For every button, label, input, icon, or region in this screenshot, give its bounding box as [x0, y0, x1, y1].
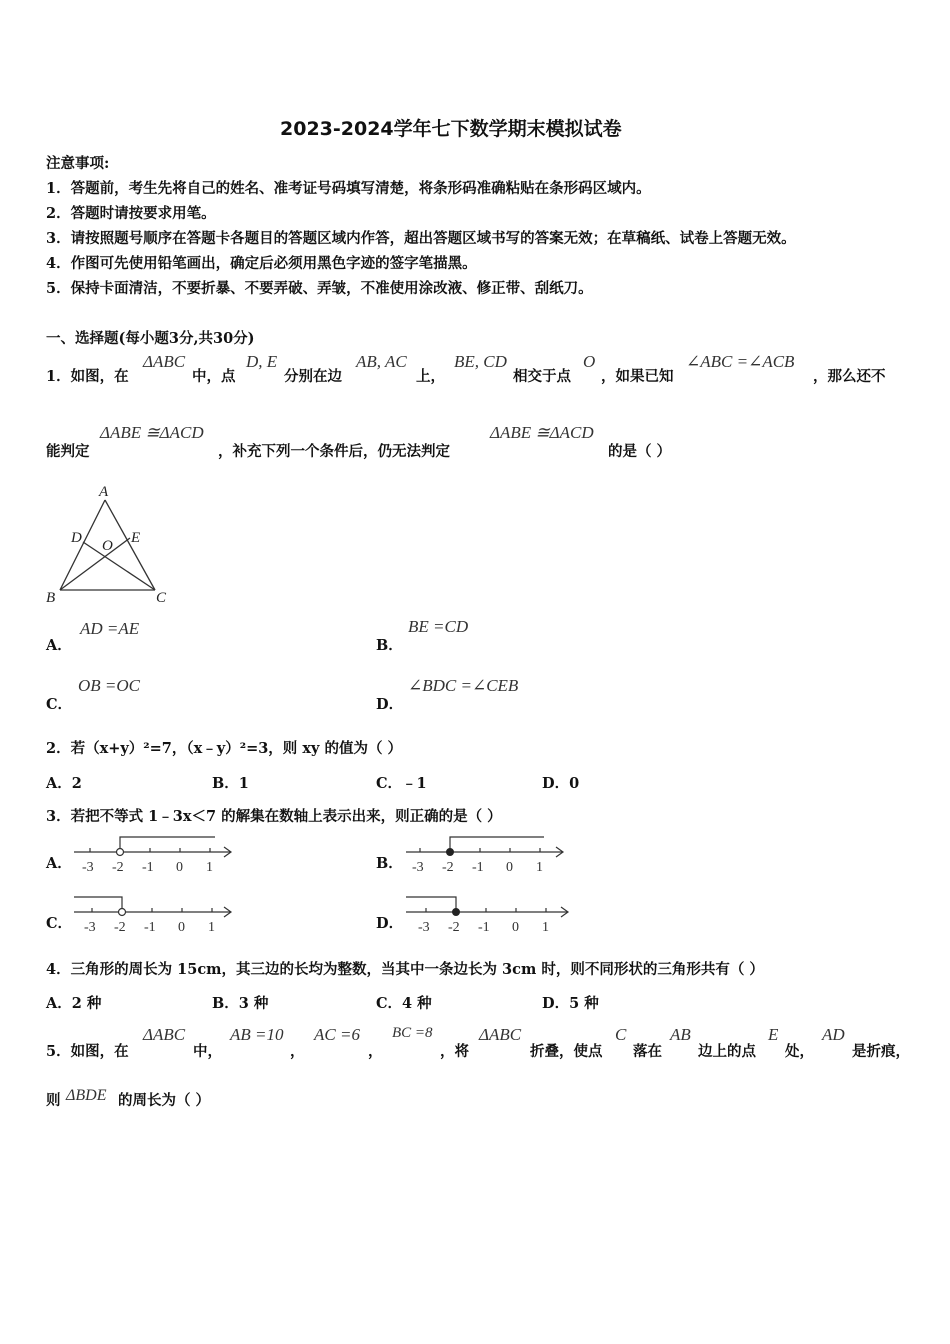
q5-text: 则	[46, 1092, 61, 1109]
label-E: E	[131, 530, 141, 546]
q5-text: 5．如图，在	[46, 1043, 129, 1060]
q5-text: 落在	[633, 1043, 662, 1060]
q4-stem: 4．三角形的周长为 15cm，其三边的长均为整数，当其中一条边长为 3cm 时，则不同形状的三角形共有（ ）	[46, 961, 764, 978]
q1-option-d[interactable]: ∠BDC =∠CEB	[408, 676, 519, 695]
q5-text: 处，	[785, 1043, 814, 1060]
q5-math: AB =10	[230, 1025, 284, 1044]
q1-text: 中，点	[192, 368, 236, 385]
q1-option-c[interactable]: OB =OC	[78, 676, 140, 695]
q2-option-d[interactable]: D．0	[542, 775, 580, 792]
tick-label: -2	[448, 920, 460, 935]
q3-option-b-letter: B．	[376, 855, 403, 872]
tick-label: -1	[478, 920, 490, 935]
q1-math: BE, CD	[454, 352, 507, 371]
q1-math: AB, AC	[356, 352, 407, 371]
q5-math: AD	[822, 1025, 845, 1044]
tick-label: 0	[512, 920, 519, 935]
q1-text: ，补充下列一个条件后，仍无法判定	[218, 443, 450, 460]
q1-math: D, E	[246, 352, 278, 371]
q5-text: ，将	[440, 1043, 469, 1060]
q1-text: ，如果已知	[601, 368, 674, 385]
q1-text: 的是（ ）	[608, 443, 672, 460]
q1-text: 上，	[416, 368, 445, 385]
q3-option-c-letter: C．	[46, 915, 73, 932]
q5-text: 是折痕，	[852, 1043, 910, 1060]
q1-text: ，那么还不	[813, 368, 886, 385]
q4-option-c[interactable]: C．4 种	[376, 995, 432, 1012]
notice-item-2: 2．答题时请按要求用笔。	[46, 205, 216, 222]
notice-heading: 注意事项:	[46, 155, 110, 172]
q5-text: ，	[368, 1043, 383, 1060]
tick-label: 0	[506, 860, 513, 875]
q1-math: ΔABE ≅ΔACD	[100, 423, 204, 442]
q1-text: 能判定	[46, 443, 90, 460]
q1-option-d-letter: D．	[376, 696, 404, 713]
q5-text: 中，	[193, 1043, 222, 1060]
tick-label: 1	[208, 920, 215, 935]
tick-label: 0	[176, 860, 183, 875]
tick-label: 0	[178, 920, 185, 935]
tick-label: -1	[472, 860, 484, 875]
tick-label: -1	[142, 860, 154, 875]
q3-option-a-number-line[interactable]	[70, 830, 240, 878]
q1-math: ΔABC	[143, 352, 186, 371]
notice-item-1: 1．答题前，考生先将自己的姓名、准考证号码填写清楚，将条形码准确粘贴在条形码区域内。	[46, 180, 651, 197]
q5-math: ΔBDE	[66, 1087, 107, 1104]
q1-option-c-letter: C．	[46, 696, 73, 713]
q2-option-a[interactable]: A．2	[46, 775, 82, 792]
q1-option-b-letter: B．	[376, 637, 403, 654]
tick-label: 1	[542, 920, 549, 935]
q3-option-d-number-line[interactable]	[402, 890, 572, 938]
q5-math: BC =8	[392, 1025, 433, 1041]
notice-item-3: 3．请按照题号顺序在答题卡各题目的答题区域内作答，超出答题区域书写的答案无效；在草稿纸、试卷上答题无效。	[46, 230, 796, 247]
q1-option-b[interactable]: BE =CD	[408, 617, 469, 636]
q5-math: AB	[670, 1025, 691, 1044]
tick-label: -3	[418, 920, 430, 935]
q4-option-a[interactable]: A．2 种	[46, 995, 102, 1012]
q5-text: 折叠，使点	[530, 1043, 603, 1060]
tick-label: -1	[144, 920, 156, 935]
q1-triangle-figure	[40, 480, 180, 610]
tick-label: -3	[84, 920, 96, 935]
q2-stem: 2．若（x+y）²=7，（x﹣y）²=3，则 xy 的值为（ ）	[46, 740, 403, 757]
tick-label: -2	[112, 860, 124, 875]
q4-option-b[interactable]: B．3 种	[212, 995, 269, 1012]
q5-text: 的周长为（ ）	[118, 1092, 211, 1109]
q3-option-a-letter: A．	[46, 855, 72, 872]
tick-label: -2	[114, 920, 126, 935]
q1-math: ΔABE ≅ΔACD	[490, 423, 594, 442]
label-B: B	[46, 590, 56, 606]
q1-text: 相交于点	[513, 368, 571, 385]
q1-option-a[interactable]: AD =AE	[80, 619, 140, 638]
q3-stem: 3．若把不等式 1﹣3x＜7 的解集在数轴上表示出来，则正确的是（ ）	[46, 808, 502, 825]
q1-option-a-letter: A．	[46, 637, 72, 654]
q5-text: 边上的点	[698, 1043, 756, 1060]
q2-option-c[interactable]: C．﹣1	[376, 775, 427, 792]
q5-math: AC =6	[314, 1025, 360, 1044]
q4-option-d[interactable]: D．5 种	[542, 995, 599, 1012]
label-D: D	[71, 530, 82, 546]
q1-math: O	[583, 352, 596, 371]
label-A: A	[99, 484, 109, 500]
tick-label: -2	[442, 860, 454, 875]
q5-math: E	[768, 1025, 779, 1044]
section-heading: 一、选择题(每小题3分,共30分)	[46, 330, 255, 347]
q3-option-d-letter: D．	[376, 915, 404, 932]
notice-item-4: 4．作图可先使用铅笔画出，确定后必须用黑色字迹的签字笔描黑。	[46, 255, 477, 272]
tick-label: 1	[206, 860, 213, 875]
label-C: C	[156, 590, 167, 606]
q3-option-b-number-line[interactable]	[402, 830, 572, 878]
q5-text: ，	[290, 1043, 305, 1060]
q3-option-c-number-line[interactable]	[70, 890, 240, 938]
tick-label: 1	[536, 860, 543, 875]
q2-option-b[interactable]: B．1	[212, 775, 249, 792]
page-title: 2023-2024学年七下数学期末模拟试卷	[280, 118, 622, 140]
q5-math: C	[615, 1025, 627, 1044]
notice-item-5: 5．保持卡面清洁，不要折暴、不要弄破、弄皱，不准使用涂改液、修正带、刮纸刀。	[46, 280, 593, 297]
q5-math: ΔABC	[143, 1025, 186, 1044]
q5-math: ΔABC	[479, 1025, 522, 1044]
tick-label: -3	[82, 860, 94, 875]
q1-text: 1．如图，在	[46, 368, 129, 385]
q1-text: 分别在边	[284, 368, 342, 385]
tick-label: -3	[412, 860, 424, 875]
q1-math: ∠ABC =∠ACB	[686, 352, 795, 371]
label-O: O	[102, 538, 113, 554]
